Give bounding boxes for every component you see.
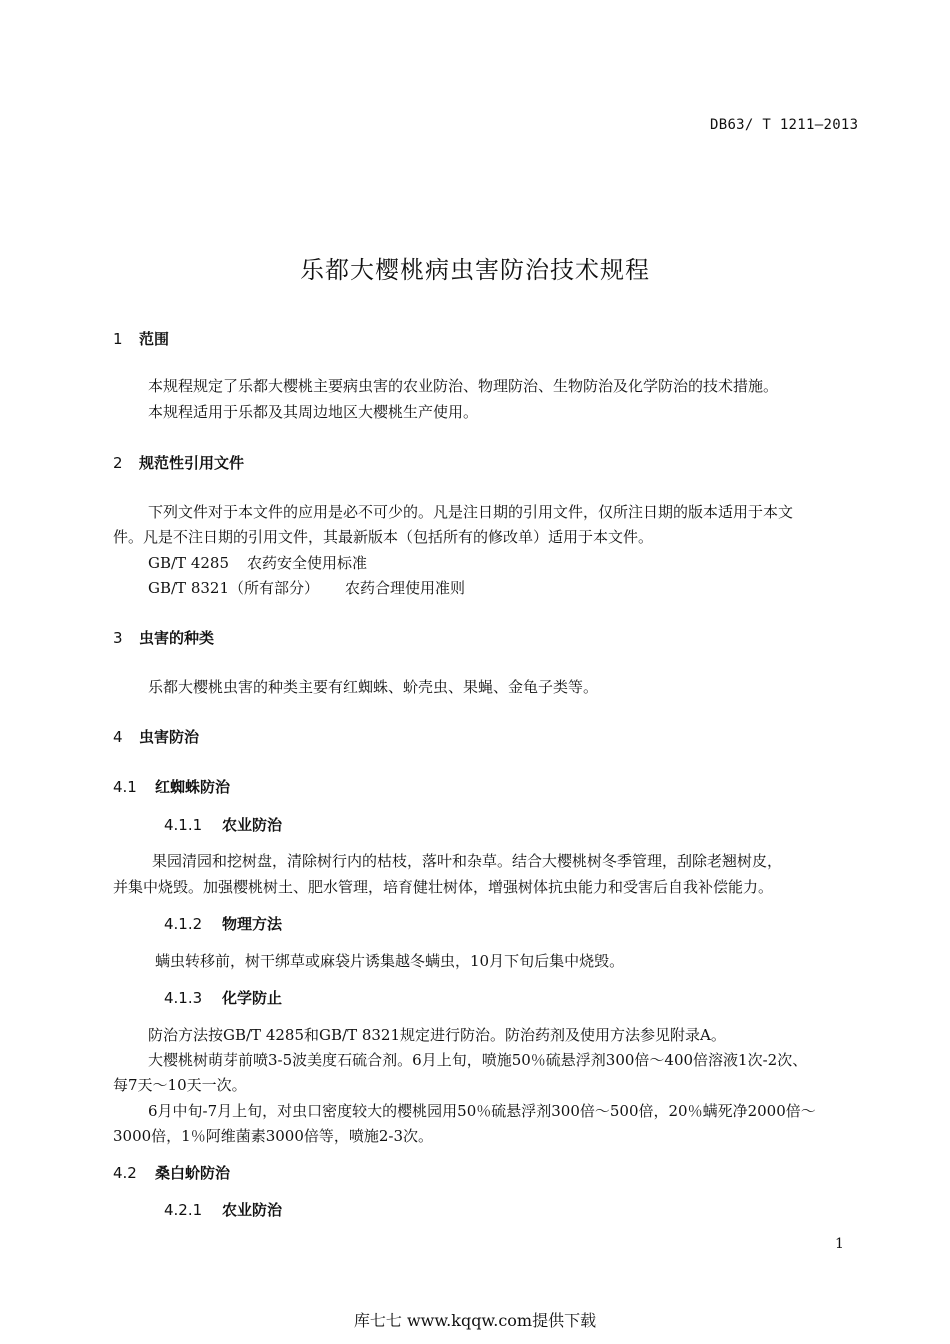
reference-title: 农药安全使用标准 — [247, 554, 368, 572]
doc-code: DB63/ T 1211—2013 — [710, 117, 859, 133]
section-number: 1 — [113, 330, 123, 348]
section-number: 4.2.1 — [164, 1201, 203, 1219]
section-title: 虫害的种类 — [139, 629, 215, 647]
paragraph-line: 6月中旬-7月上旬，对虫口密度较大的樱桃园用50％硫悬浮剂300倍～500倍，20％螨死净2000倍～ — [148, 1102, 816, 1120]
paragraph-line: 每7天～10天一次。 — [113, 1076, 247, 1094]
reference-item — [148, 552, 367, 573]
section-number: 4.2 — [113, 1164, 137, 1182]
paragraph: 本规程适用于乐都及其周边地区大樱桃生产使用。 — [148, 403, 479, 421]
section-1-heading — [113, 328, 169, 349]
paragraph-line: 大樱桃树萌芽前喷3-5波美度石硫合剂。6月上旬，喷施50％硫悬浮剂300倍～400倍溶液1次-2次、 — [148, 1051, 808, 1069]
section-title: 范围 — [139, 330, 170, 348]
page-number: 1 — [835, 1236, 844, 1252]
paragraph: 本规程规定了乐都大樱桃主要病虫害的农业防治、物理防治、生物防治及化学防治的技术措施。 — [148, 377, 779, 395]
section-title: 农业防治 — [222, 816, 283, 834]
paragraph-line: 并集中烧毁。加强樱桃树土、肥水管理，培育健壮树体，增强树体抗虫能力和受害后自我补偿能力。 — [113, 878, 774, 896]
paragraph: 螨虫转移前，树干绑草或麻袋片诱集越冬螨虫，10月下旬后集中烧毁。 — [155, 952, 625, 970]
subsection-4-1-2-heading — [164, 913, 282, 934]
paragraph-line: 件。凡是不注日期的引用文件，其最新版本（包括所有的修改单）适用于本文件。 — [113, 528, 654, 546]
section-title: 规范性引用文件 — [139, 454, 245, 472]
reference-item — [148, 577, 465, 598]
section-title: 化学防止 — [222, 989, 283, 1007]
section-number: 4.1 — [113, 778, 137, 796]
paragraph-line: 果园清园和挖树盘，清除树行内的枯枝，落叶和杂草。结合大樱桃树冬季管理，刮除老翘树皮， — [152, 852, 783, 870]
paragraph: 防治方法按GB/T 4285和GB/T 8321规定进行防治。防治药剂及使用方法参见附录A。 — [148, 1026, 726, 1044]
section-4-heading — [113, 726, 199, 747]
subsection-4-2-1-heading — [164, 1199, 282, 1220]
section-number: 3 — [113, 629, 123, 647]
section-3-heading — [113, 627, 214, 648]
reference-code: GB/T 4285 — [148, 554, 230, 572]
section-number: 4.1.1 — [164, 816, 203, 834]
section-number: 2 — [113, 454, 123, 472]
section-number: 4.1.3 — [164, 989, 203, 1007]
page-title: 乐都大樱桃病虫害防治技术规程 — [300, 256, 650, 284]
paragraph: 乐都大樱桃虫害的种类主要有红蜘蛛、蚧壳虫、果蝇、金龟子类等。 — [148, 678, 599, 696]
footer-watermark: 库七七 www.kqqw.com提供下载 — [353, 1311, 597, 1330]
paragraph-line: 3000倍，1％阿维菌素3000倍等，喷施2-3次。 — [113, 1127, 434, 1145]
subsection-4-1-1-heading — [164, 814, 282, 835]
paragraph-line: 下列文件对于本文件的应用是必不可少的。凡是注日期的引用文件，仅所注日期的版本适用于本文 — [148, 503, 794, 521]
section-title: 桑白蚧防治 — [155, 1164, 231, 1182]
reference-code: GB/T 8321（所有部分） — [148, 579, 320, 597]
subsection-4-1-heading — [113, 776, 230, 797]
section-title: 红蜘蛛防治 — [155, 778, 231, 796]
section-title: 农业防治 — [222, 1201, 283, 1219]
section-2-heading — [113, 452, 244, 473]
section-title: 物理方法 — [222, 915, 283, 933]
subsection-4-2-heading — [113, 1162, 230, 1183]
subsection-4-1-3-heading — [164, 987, 282, 1008]
section-title: 虫害防治 — [139, 728, 200, 746]
section-number: 4.1.2 — [164, 915, 203, 933]
section-number: 4 — [113, 728, 123, 746]
reference-title: 农药合理使用准则 — [345, 579, 466, 597]
